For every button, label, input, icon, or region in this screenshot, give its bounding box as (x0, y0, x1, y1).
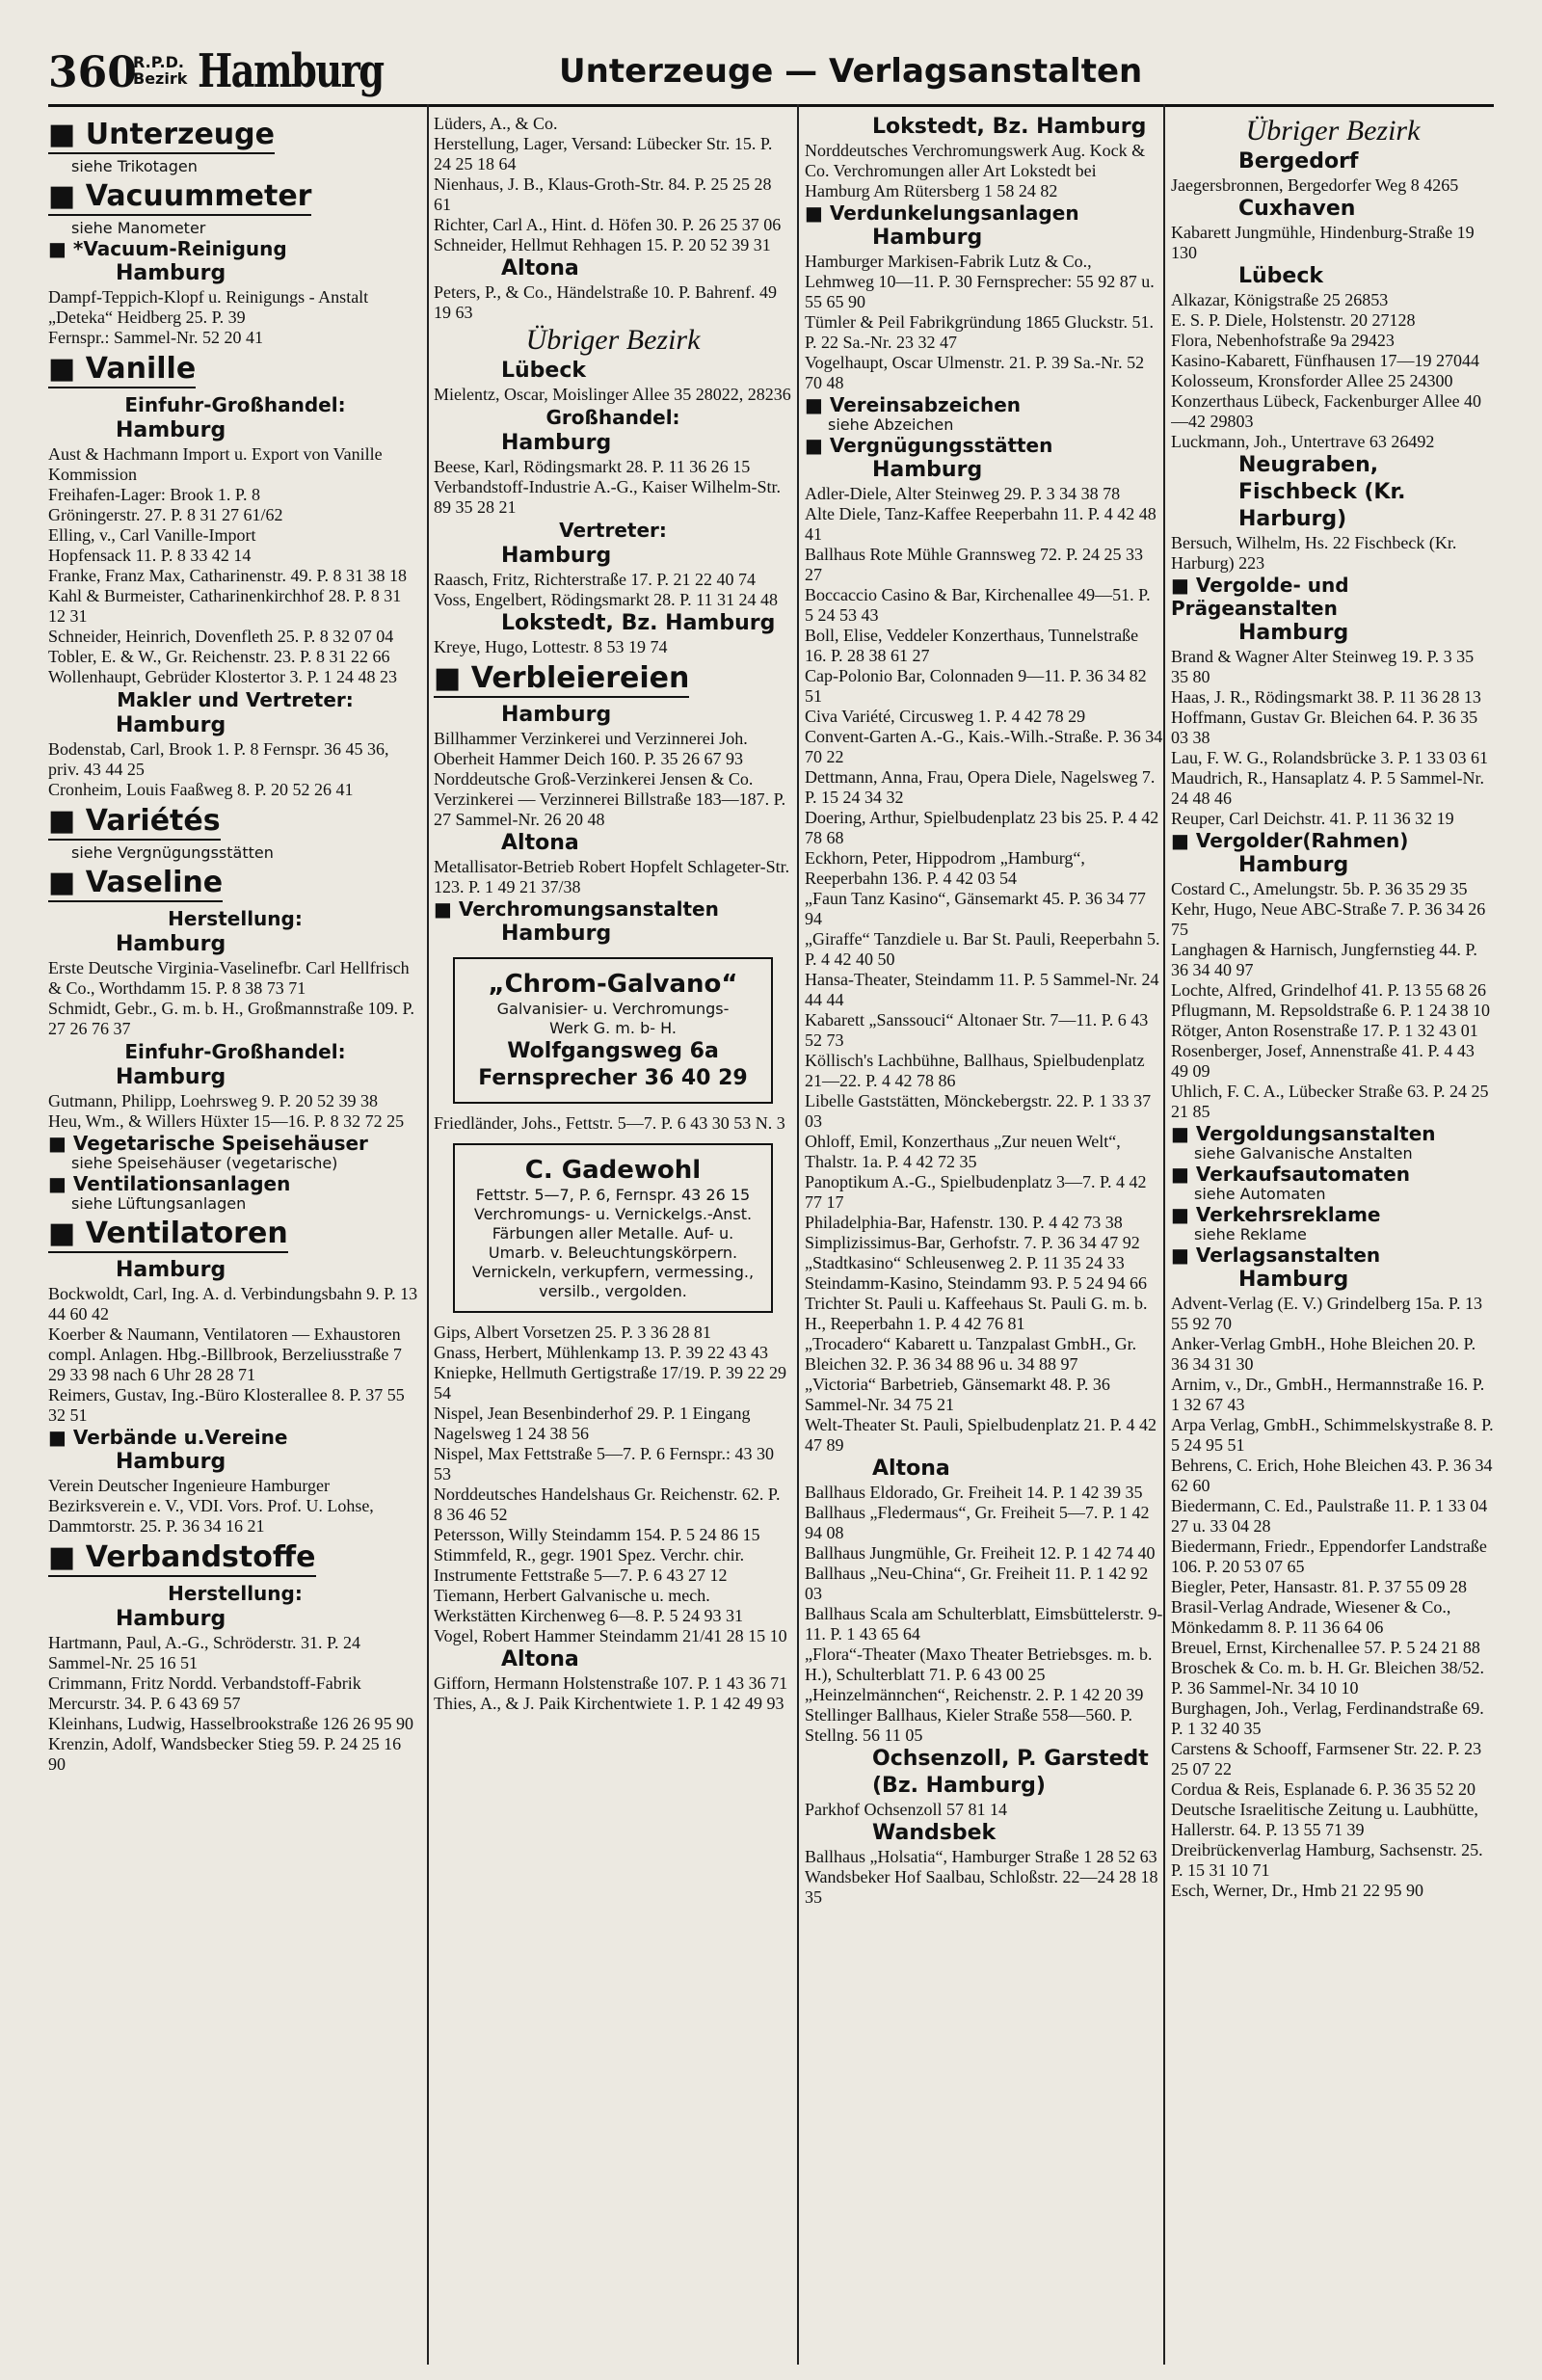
category-heading: ■ Vergoldungsanstalten (1171, 1122, 1436, 1145)
category-heading: ■ Unterzeuge (48, 118, 275, 154)
category-heading: ■ Verdunkelungsanlagen (805, 201, 1079, 225)
ad-line2: Werk G. m. b- H. (549, 1019, 677, 1037)
directory-entry: Ballhaus „Fledermaus“, Gr. Freiheit 5—7. P. 1 42 94 08 (805, 1503, 1150, 1542)
directory-entry: Schneider, Heinrich, Dovenfleth 25. P. 8 32 07 04 (48, 627, 394, 646)
directory-entry: Simplizissimus-Bar, Gerhofstr. 7. P. 36 34 47 92 (805, 1233, 1140, 1252)
directory-entry: Biedermann, C. Ed., Paulstraße 11. P. 1 33 04 27 u. 33 04 28 (1171, 1496, 1488, 1536)
directory-entry: Maudrich, R., Hansaplatz 4. P. 5 Sammel-Nr. 24 48 46 (1171, 768, 1484, 808)
directory-entry: Friedländer, Johs., Fettstr. 5—7. P. 6 43 30 53 N. 3 (434, 1113, 785, 1133)
subheading: Einfuhr-Großhandel: (124, 1040, 346, 1063)
directory-entry: Anker-Verlag GmbH., Hohe Bleichen 20. P. 36 34 31 30 (1171, 1334, 1476, 1374)
directory-entry: Langhagen & Harnisch, Jungfernstieg 44. P. 36 34 40 97 (1171, 940, 1477, 979)
directory-entry: Broschek & Co. m. b. H. Gr. Bleichen 38/52. P. 36 Sammel-Nr. 34 10 10 (1171, 1658, 1484, 1698)
directory-entry: Lüders, A., & Co. (434, 114, 558, 133)
directory-entry: Billhammer Verzinkerei und Verzinnerei Joh. Oberheit Hammer Deich 160. P. 35 26 67 93 (434, 729, 748, 768)
directory-entry: „Trocadero“ Kabarett u. Tanzpalast GmbH., Gr. Bleichen 32. P. 36 34 88 96 u. 34 88 97 (805, 1334, 1137, 1374)
directory-entry: Bockwoldt, Carl, Ing. A. d. Verbindungsbahn 9. P. 13 44 60 42 (48, 1284, 418, 1324)
directory-entry: Haas, J. R., Rödingsmarkt 38. P. 11 36 28 13 (1171, 687, 1481, 707)
region-heading: Übriger Bezirk (525, 324, 701, 356)
directory-entry: Kabarett „Sanssouci“ Altonaer Str. 7—11. P. 6 43 52 73 (805, 1010, 1149, 1050)
directory-entry: Ballhaus Rote Mühle Grannsweg 72. P. 24 25 33 27 (805, 545, 1143, 584)
directory-entry: Ballhaus Eldorado, Gr. Freiheit 14. P. 1 42 39 35 (805, 1483, 1143, 1502)
directory-entry: Gröningerstr. 27. P. 8 31 27 61/62 (48, 505, 283, 524)
directory-entry: Cronheim, Louis Faaßweg 8. P. 20 52 26 41 (48, 780, 354, 799)
directory-entry: Tiemann, Herbert Galvanische u. mech. Werkstätten Kirchenweg 6—8. P. 5 24 93 31 (434, 1586, 743, 1625)
directory-entry: Reimers, Gustav, Ing.-Büro Klosterallee 8. P. 37 55 32 51 (48, 1385, 405, 1425)
directory-entry: Verbandstoff-Industrie A.-G., Kaiser Wilhelm-Str. 89 35 28 21 (434, 477, 782, 517)
directory-entry: Esch, Werner, Dr., Hmb 21 22 95 90 (1171, 1881, 1423, 1900)
see-reference: siehe Galvanische Anstalten (1194, 1144, 1413, 1163)
directory-entry: Koerber & Naumann, Ventilatoren — Exhaustoren compl. Anlagen. Hbg.-Billbrook, Berzeliusstraße 7 29 33 98 nach 6 Uhr 28 28 71 (48, 1324, 402, 1384)
city-heading: Cuxhaven (1238, 197, 1356, 221)
directory-entry: Vogelhaupt, Oscar Ulmenstr. 21. P. 39 Sa.-Nr. 52 70 48 (805, 353, 1145, 392)
directory-entry: Norddeutsche Groß-Verzinkerei Jensen & Co. Verzinkerei — Verzinnerei Billstraße 183—187. P. 27 Sammel-Nr. 26 20 48 (434, 769, 786, 829)
directory-entry: Metallisator-Betrieb Robert Hopfelt Schlageter-Str. 123. P. 1 49 21 37/38 (434, 857, 790, 896)
directory-entry: Raasch, Fritz, Richterstraße 17. P. 21 22 40 74 (434, 570, 756, 589)
column-3 (805, 114, 1163, 2365)
category-heading: ■ Vaseline (48, 866, 223, 902)
directory-entry: Behrens, C. Erich, Hohe Bleichen 43. P. 36 34 62 60 (1171, 1456, 1493, 1495)
directory-entry: Kabarett Jungmühle, Hindenburg-Straße 19 130 (1171, 223, 1475, 262)
directory-entry: Brand & Wagner Alter Steinweg 19. P. 3 35 35 80 (1171, 647, 1475, 686)
ad-chrom-galvano (453, 957, 773, 1104)
directory-entry: Erste Deutsche Virginia-Vaselinefbr. Carl Hellfrisch & Co., Worthdamm 15. P. 8 38 73 71 (48, 958, 410, 998)
directory-entry: Brasil-Verlag Andrade, Wiesener & Co., Mönkedamm 8. P. 11 36 64 06 (1171, 1597, 1451, 1637)
city-heading: Hamburg (501, 703, 612, 727)
ad-line1: Fettstr. 5—7, P. 6, Fernspr. 43 26 15 (475, 1186, 751, 1204)
directory-entry: Libelle Gaststätten, Mönckebergstr. 22. P. 1 33 37 03 (805, 1091, 1152, 1131)
city-heading: Ochsenzoll, P. Garstedt (Bz. Hamburg) (872, 1747, 1149, 1798)
directory-entry: „Heinzelmännchen“, Reichenstr. 2. P. 1 42 20 39 (805, 1685, 1144, 1704)
city-heading: Hamburg (116, 1065, 226, 1089)
directory-entry: Nienhaus, J. B., Klaus-Groth-Str. 84. P. 25 25 28 61 (434, 174, 772, 214)
directory-entry: Kleinhans, Ludwig, Hasselbrookstraße 126 26 95 90 (48, 1714, 413, 1733)
city-heading: Lokstedt, Bz. Hamburg (501, 611, 776, 635)
directory-entry: Hartmann, Paul, A.-G., Schröderstr. 31. P. 24 Sammel-Nr. 25 16 51 (48, 1633, 360, 1672)
category-heading: ■ *Vacuum-Reinigung (48, 237, 287, 260)
directory-entry: Doering, Arthur, Spielbudenplatz 23 bis 25. P. 4 42 78 68 (805, 808, 1159, 847)
directory-entry: Crimmann, Fritz Nordd. Verbandstoff-Fabrik Mercurstr. 34. P. 6 43 69 57 (48, 1673, 361, 1713)
ad-line3: Wolfgangsweg 6a (507, 1039, 719, 1063)
category-heading: ■ Variétés (48, 804, 221, 841)
category-heading: ■ Vergnügungsstätten (805, 434, 1053, 457)
directory-entry: Rötger, Anton Rosenstraße 17. P. 1 32 43 01 (1171, 1021, 1478, 1040)
directory-entry: Carstens & Schooff, Farmsener Str. 22. P. 23 25 07 22 (1171, 1739, 1482, 1778)
directory-entry: Petersson, Willy Steindamm 154. P. 5 24 86 15 (434, 1525, 760, 1544)
directory-entry: Advent-Verlag (E. V.) Grindelberg 15a. P. 13 55 92 70 (1171, 1294, 1482, 1333)
city-heading: Neugraben, Fischbeck (Kr. Harburg) (1238, 453, 1406, 531)
directory-entry: Norddeutsches Handelshaus Gr. Reichenstr. 62. P. 8 36 46 52 (434, 1484, 781, 1524)
directory-entry: Schneider, Hellmut Rehhagen 15. P. 20 52 39 31 (434, 235, 771, 254)
category-heading: ■ Ventilatoren (48, 1217, 288, 1253)
directory-entry: Stellinger Ballhaus, Kieler Straße 558—560. P. Stellng. 56 11 05 (805, 1705, 1132, 1745)
directory-entry: Schmidt, Gebr., G. m. b. H., Großmannstraße 109. P. 27 26 76 37 (48, 999, 414, 1038)
city-heading: Hamburg (1238, 1268, 1349, 1292)
directory-entry: E. S. P. Diele, Holstenstr. 20 27128 (1171, 310, 1416, 330)
ad-line4: Fernsprecher 36 40 29 (478, 1066, 748, 1090)
directory-entry: Boccaccio Casino & Bar, Kirchenallee 49—51. P. 5 24 53 43 (805, 585, 1151, 625)
directory-entry: Boll, Elise, Veddeler Konzerthaus, Tunnelstraße 16. P. 28 38 61 27 (805, 626, 1139, 665)
directory-entry: Elling, v., Carl Vanille-Import (48, 525, 256, 545)
category-heading: ■ Verkehrsreklame (1171, 1203, 1381, 1226)
city-heading: Altona (501, 1647, 579, 1671)
directory-entry: Freihafen-Lager: Brook 1. P. 8 (48, 485, 260, 504)
directory-entry: „Giraffe“ Tanzdiele u. Bar St. Pauli, Reeperbahn 5. P. 4 42 40 50 (805, 929, 1160, 969)
city-heading: Hamburg (116, 261, 226, 285)
directory-entry: Biedermann, Friedr., Eppendorfer Landstraße 106. P. 20 53 07 65 (1171, 1537, 1487, 1576)
directory-entry: Convent-Garten A.-G., Kais.-Wilh.-Straße. P. 36 34 70 22 (805, 727, 1163, 766)
category-heading: ■ Verbände u.Vereine (48, 1426, 288, 1449)
column-divider (1163, 104, 1165, 2365)
directory-entry: Hansa-Theater, Steindamm 11. P. 5 Sammel-Nr. 24 44 44 (805, 970, 1159, 1009)
directory-entry: Norddeutsches Verchromungswerk Aug. Kock & Co. Verchromungen aller Art Lokstedt bei Hamburg Am Rütersberg 1 58 24 82 (805, 141, 1146, 201)
city-heading: Bergedorf (1238, 149, 1359, 174)
directory-entry: Arnim, v., Dr., GmbH., Hermannstraße 16. P. 1 32 67 43 (1171, 1375, 1485, 1414)
city-heading: Hamburg (116, 713, 226, 737)
directory-entry: Hopfensack 11. P. 8 33 42 14 (48, 546, 252, 565)
directory-entry: Costard C., Amelungstr. 5b. P. 36 35 29 35 (1171, 879, 1468, 898)
city-heading: Hamburg (116, 932, 226, 956)
directory-entry: Vogel, Robert Hammer Steindamm 21/41 28 15 10 (434, 1626, 787, 1645)
city-heading: Lokstedt, Bz. Hamburg (872, 115, 1147, 139)
see-reference: siehe Vergnügungsstätten (71, 843, 274, 862)
directory-entry: Richter, Carl A., Hint. d. Höfen 30. P. 26 25 37 06 (434, 215, 782, 234)
directory-entry: Mielentz, Oscar, Moislinger Allee 35 28022, 28236 (434, 385, 791, 404)
subheading: Großhandel: (545, 406, 680, 429)
category-heading: ■ Vergolde- und Prägeanstalten (1171, 574, 1349, 620)
city-heading: Hamburg (872, 458, 983, 482)
city-heading: Altona (501, 831, 579, 855)
category-heading: ■ Vanille (48, 352, 196, 388)
directory-entry: Dampf-Teppich-Klopf u. Reinigungs - Anstalt „Deteka“ Heidberg 25. P. 39 (48, 287, 369, 327)
region-heading: Übriger Bezirk (1245, 115, 1421, 147)
see-reference: siehe Reklame (1194, 1225, 1307, 1243)
subheading: Vertreter: (559, 519, 667, 542)
directory-entry: Steindamm-Kasino, Steindamm 93. P. 5 24 94 66 (805, 1273, 1147, 1293)
directory-entry: Ballhaus Jungmühle, Gr. Freiheit 12. P. 1 42 74 40 (805, 1543, 1156, 1563)
directory-entry: Breuel, Ernst, Kirchenallee 57. P. 5 24 21 88 (1171, 1638, 1480, 1657)
subheading: Herstellung: (168, 1582, 303, 1605)
directory-entry: Wollenhaupt, Gebrüder Klostertor 3. P. 1 24 48 23 (48, 667, 397, 686)
see-reference: siehe Lüftungsanlagen (71, 1194, 247, 1213)
directory-entry: Adler-Diele, Alter Steinweg 29. P. 3 34 38 78 (805, 484, 1121, 503)
directory-entry: „Flora“-Theater (Maxo Theater Betriebsges. m. b. H.), Schulterblatt 71. P. 6 43 00 25 (805, 1645, 1153, 1684)
city-heading: Hamburg (872, 226, 983, 250)
city-heading: Hamburg (1238, 621, 1349, 645)
directory-entry: Trichter St. Pauli u. Kaffeehaus St. Pauli G. m. b. H., Reeperbahn 1. P. 4 42 76 81 (805, 1294, 1148, 1333)
see-reference: siehe Manometer (71, 219, 206, 237)
directory-entry: Lau, F. W. G., Rolandsbrücke 3. P. 1 33 03 61 (1171, 748, 1489, 767)
ad-gadewohl (453, 1143, 773, 1313)
page-number: 360 (48, 48, 137, 97)
directory-entry: Kolosseum, Kronsforder Allee 25 24300 (1171, 371, 1453, 390)
category-heading: ■ Verchromungsanstalten (434, 897, 719, 921)
directory-entry: Gifforn, Hermann Holstenstraße 107. P. 1 43 36 71 (434, 1673, 788, 1693)
directory-entry: Biegler, Peter, Hansastr. 81. P. 37 55 09 28 (1171, 1577, 1468, 1596)
directory-entry: Hoffmann, Gustav Gr. Bleichen 64. P. 36 35 03 38 (1171, 708, 1478, 747)
column-2 (434, 114, 792, 2365)
page-header (48, 44, 1494, 107)
directory-entry: Reuper, Carl Deichstr. 41. P. 11 36 32 19 (1171, 809, 1454, 828)
directory-entry: Parkhof Ochsenzoll 57 81 14 (805, 1800, 1007, 1819)
directory-entry: Lochte, Alfred, Grindelhof 41. P. 13 55 68 26 (1171, 980, 1486, 1000)
category-heading: ■ Vacuummeter (48, 179, 311, 216)
directory-entry: Herstellung, Lager, Versand: Lübecker Str. 15. P. 24 25 18 64 (434, 134, 773, 174)
directory-entry: Ohloff, Emil, Konzerthaus „Zur neuen Welt“, Thalstr. 1a. P. 4 42 72 35 (805, 1132, 1121, 1171)
directory-entry: Bersuch, Wilhelm, Hs. 22 Fischbeck (Kr. Harburg) 223 (1171, 533, 1457, 573)
directory-entry: Konzerthaus Lübeck, Fackenburger Allee 40—42 29803 (1171, 391, 1482, 431)
directory-entry: Gutmann, Philipp, Loehrsweg 9. P. 20 52 39 38 (48, 1091, 378, 1110)
directory-entry: Fernspr.: Sammel-Nr. 52 20 41 (48, 328, 263, 347)
directory-entry: Bodenstab, Carl, Brook 1. P. 8 Fernspr. 36 45 36, priv. 43 44 25 (48, 739, 389, 779)
directory-entry: Stimmfeld, R., gegr. 1901 Spez. Verchr. chir. Instrumente Fettstraße 5—7. P. 6 43 27 12 (434, 1545, 745, 1585)
directory-entry: Dreibrückenverlag Hamburg, Sachsenstr. 25. P. 15 31 10 71 (1171, 1840, 1483, 1880)
ad-title: C. Gadewohl (524, 1156, 702, 1185)
directory-entry: Franke, Franz Max, Catharinenstr. 49. P. 8 31 38 18 (48, 566, 407, 585)
directory-entry: Nispel, Jean Besenbinderhof 29. P. 1 Eingang Nagelsweg 1 24 38 56 (434, 1404, 751, 1443)
city-heading: Altona (501, 256, 579, 281)
city-heading: Altona (872, 1457, 950, 1481)
see-reference: siehe Trikotagen (71, 157, 198, 175)
bezirk-text: Bezirk (133, 69, 188, 88)
city-heading: Hamburg (116, 1450, 226, 1474)
see-reference: siehe Abzeichen (828, 415, 954, 434)
directory-entry: Wandsbeker Hof Saalbau, Schloßstr. 22—24 28 18 35 (805, 1867, 1158, 1907)
directory-entry: Deutsche Israelitische Zeitung u. Laubhütte, Hallerstr. 64. P. 13 55 71 39 (1171, 1800, 1478, 1839)
category-heading: ■ Ventilationsanlagen (48, 1172, 291, 1195)
subheading: Einfuhr-Großhandel: (124, 393, 346, 416)
directory-entry: „Victoria“ Barbetrieb, Gänsemarkt 48. P. 36 Sammel-Nr. 34 75 21 (805, 1375, 1110, 1414)
category-heading: ■ Vereinsabzeichen (805, 393, 1022, 416)
column-1 (48, 114, 422, 2365)
directory-entry: Ballhaus „Holsatia“, Hamburger Straße 1 28 52 63 (805, 1847, 1157, 1866)
directory-entry: Cap-Polonio Bar, Colonnaden 9—11. P. 36 34 82 51 (805, 666, 1147, 706)
column-divider (427, 104, 429, 2365)
directory-entry: Beese, Karl, Rödingsmarkt 28. P. 11 36 26 15 (434, 457, 751, 476)
directory-entry: Flora, Nebenhofstraße 9a 29423 (1171, 331, 1395, 350)
directory-entry: Cordua & Reis, Esplanade 6. P. 36 35 52 20 (1171, 1779, 1476, 1799)
city-heading: Wandsbek (872, 1821, 997, 1845)
directory-entry: Rosenberger, Josef, Annenstraße 41. P. 4 43 49 09 (1171, 1041, 1475, 1081)
category-heading: ■ Verbleiereien (434, 661, 689, 698)
city-heading: Hamburg (1238, 853, 1349, 877)
page-title: Unterzeuge — Verlagsanstalten (559, 52, 1143, 91)
rpd-label (133, 54, 187, 87)
directory-entry: „Stadtkasino“ Schleusenweg 2. P. 11 35 24 33 (805, 1253, 1125, 1272)
header-city: Hamburg (198, 44, 384, 98)
city-heading: Hamburg (501, 431, 612, 455)
directory-entry: Arpa Verlag, GmbH., Schimmelskystraße 8. P. 5 24 95 51 (1171, 1415, 1494, 1455)
directory-entry: Krenzin, Adolf, Wandsbecker Stieg 59. P. 24 25 16 90 (48, 1734, 402, 1774)
directory-entry: Nispel, Max Fettstraße 5—7. P. 6 Fernspr.: 43 30 53 (434, 1444, 774, 1484)
category-heading: ■ Vegetarische Speisehäuser (48, 1132, 368, 1155)
category-heading: ■ Verbandstoffe (48, 1540, 316, 1577)
directory-entry: Hamburger Markisen-Fabrik Lutz & Co., Lehmweg 10—11. P. 30 Fernsprecher: 55 92 87 u. 55 65 90 (805, 252, 1155, 311)
ad-line2: Verchromungs- u. Vernickelgs.-Anst. Färbungen aller Metalle. Auf- u. Umarb. v. Beleuchtungskörpern. Vernickeln, verkupfern, vermessing., versilb., vergolden. (471, 1205, 755, 1300)
directory-entry: Civa Variété, Circusweg 1. P. 4 42 78 29 (805, 707, 1086, 726)
column-4 (1171, 114, 1495, 2365)
directory-entry: Eckhorn, Peter, Hippodrom „Hamburg“, Reeperbahn 136. P. 4 42 03 54 (805, 848, 1085, 888)
directory-entry: Ballhaus Scala am Schulterblatt, Eimsbüttelerstr. 9-11. P. 1 43 65 64 (805, 1604, 1163, 1644)
city-heading: Hamburg (116, 418, 226, 442)
city-heading: Lübeck (1238, 264, 1324, 288)
directory-entry: Thies, A., & J. Paik Kirchentwiete 1. P. 1 42 49 93 (434, 1694, 784, 1713)
directory-entry: Uhlich, F. C. A., Lübecker Straße 63. P. 24 25 21 85 (1171, 1082, 1489, 1121)
directory-entry: „Faun Tanz Kasino“, Gänsemarkt 45. P. 36 34 77 94 (805, 889, 1146, 928)
directory-entry: Tobler, E. & W., Gr. Reichenstr. 23. P. 8 31 22 66 (48, 647, 390, 666)
subheading: Herstellung: (168, 907, 303, 930)
category-heading: ■ Verkaufsautomaten (1171, 1163, 1411, 1186)
column-divider (797, 104, 799, 2365)
directory-entry: Voss, Engelbert, Rödingsmarkt 28. P. 11 31 24 48 (434, 590, 779, 609)
directory-entry: Panoptikum A.-G., Spielbudenplatz 3—7. P. 4 42 77 17 (805, 1172, 1147, 1212)
directory-entry: Verein Deutscher Ingenieure Hamburger Bezirksverein e. V., VDI. Vors. Prof. U. Lohse, Dammtorstr. 25. P. 36 34 16 21 (48, 1476, 374, 1536)
subheading: Makler und Vertreter: (117, 688, 354, 711)
directory-entry: Peters, P., & Co., Händelstraße 10. P. Bahrenf. 49 19 63 (434, 282, 777, 322)
directory-entry: Pflugmann, M. Repsoldstraße 6. P. 1 24 38 10 (1171, 1001, 1490, 1020)
ad-title: „Chrom-Galvano“ (488, 970, 738, 999)
directory-entry: Köllisch's Lachbühne, Ballhaus, Spielbudenplatz 21—22. P. 4 42 78 86 (805, 1051, 1145, 1090)
category-heading: ■ Verlagsanstalten (1171, 1243, 1381, 1267)
rpd-text: R.P.D. (133, 53, 184, 71)
directory-entry: Tümler & Peil Fabrikgründung 1865 Gluckstr. 51. P. 22 Sa.-Nr. 23 32 47 (805, 312, 1154, 352)
directory-entry: Gips, Albert Vorsetzen 25. P. 3 36 28 81 (434, 1323, 711, 1342)
directory-entry: Gnass, Herbert, Mühlenkamp 13. P. 39 22 43 43 (434, 1343, 768, 1362)
city-heading: Hamburg (501, 544, 612, 568)
directory-entry: Heu, Wm., & Willers Hüxter 15—16. P. 8 32 72 25 (48, 1111, 405, 1131)
directory-entry: Burghagen, Joh., Verlag, Ferdinandstraße 69. P. 1 32 40 35 (1171, 1698, 1484, 1738)
directory-entry: Welt-Theater St. Pauli, Spielbudenplatz 21. P. 4 42 47 89 (805, 1415, 1156, 1455)
directory-entry: Kehr, Hugo, Neue ABC-Straße 7. P. 36 34 26 75 (1171, 899, 1486, 939)
directory-entry: Aust & Hachmann Import u. Export von Vanille Kommission (48, 444, 383, 484)
see-reference: siehe Speisehäuser (vegetarische) (71, 1154, 338, 1172)
city-heading: Lübeck (501, 359, 587, 383)
directory-entry: Dettmann, Anna, Frau, Opera Diele, Nagelsweg 7. P. 15 24 34 32 (805, 767, 1156, 807)
directory-entry: Ballhaus „Neu-China“, Gr. Freiheit 11. P. 1 42 92 03 (805, 1564, 1149, 1603)
city-heading: Hamburg (116, 1258, 226, 1282)
directory-entry: Kahl & Burmeister, Catharinenkirchhof 28. P. 8 31 12 31 (48, 586, 402, 626)
directory-entry: Luckmann, Joh., Untertrave 63 26492 (1171, 432, 1435, 451)
directory-entry: Philadelphia-Bar, Hafenstr. 130. P. 4 42 73 38 (805, 1213, 1123, 1232)
directory-entry: Alkazar, Königstraße 25 26853 (1171, 290, 1389, 309)
directory-entry: Kreye, Hugo, Lottestr. 8 53 19 74 (434, 637, 668, 656)
directory-entry: Kasino-Kabarett, Fünfhausen 17—19 27044 (1171, 351, 1479, 370)
see-reference: siehe Automaten (1194, 1185, 1326, 1203)
directory-entry: Jaegersbronnen, Bergedorfer Weg 8 4265 (1171, 175, 1459, 195)
city-heading: Hamburg (501, 922, 612, 946)
directory-entry: Alte Diele, Tanz-Kaffee Reeperbahn 11. P. 4 42 48 41 (805, 504, 1156, 544)
category-heading: ■ Vergolder(Rahmen) (1171, 829, 1409, 852)
city-heading: Hamburg (116, 1607, 226, 1631)
ad-line1: Galvanisier- u. Verchromungs- (496, 1000, 730, 1018)
directory-entry: Kniepke, Hellmuth Gertigstraße 17/19. P. 39 22 29 54 (434, 1363, 786, 1403)
